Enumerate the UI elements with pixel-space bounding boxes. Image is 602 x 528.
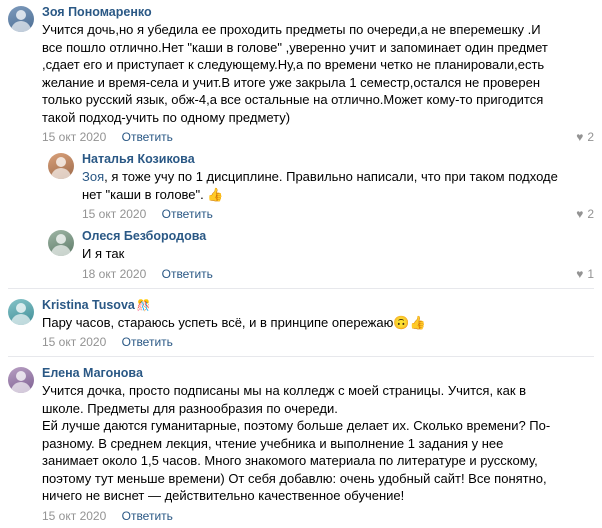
- comment-meta: [42, 509, 560, 524]
- comment-meta: [82, 207, 560, 222]
- reply-button[interactable]: Ответить: [161, 207, 213, 221]
- avatar[interactable]: [8, 367, 34, 393]
- heart-icon: ♥: [576, 207, 584, 221]
- comment-item: [8, 297, 594, 351]
- comment-item: [48, 151, 594, 222]
- comment-body: [82, 151, 594, 222]
- avatar-body-icon: [11, 21, 31, 32]
- comment-meta: [42, 130, 560, 145]
- like-count: 2: [587, 130, 594, 144]
- comment-item: [8, 365, 594, 524]
- avatar-head-icon: [16, 371, 26, 381]
- heart-icon: ♥: [576, 130, 584, 144]
- like-counter[interactable]: [576, 267, 594, 282]
- like-counter[interactable]: [576, 130, 594, 145]
- comment-date: 15 окт 2020: [42, 508, 107, 523]
- comment-body: [42, 297, 594, 351]
- comment-date: 15 окт 2020: [42, 130, 107, 144]
- like-counter[interactable]: [576, 207, 594, 222]
- comment-date: 15 окт 2020: [82, 207, 147, 221]
- comment-author[interactable]: Олеся Безбородова: [82, 229, 207, 243]
- comment-body: [42, 4, 594, 145]
- comment-author[interactable]: Зоя Пономаренко: [42, 5, 152, 19]
- avatar-body-icon: [51, 245, 71, 256]
- comment-text-body: , я тоже учу по 1 дисциплине. Правильно написали, что при таком подходе нет "каши в голове". 👍: [82, 169, 562, 202]
- avatar[interactable]: [48, 153, 74, 179]
- comment-text: [82, 168, 560, 203]
- like-count: 1: [587, 266, 594, 281]
- comment-text: Пару часов, стараюсь успеть всё, и в принципе опережаю🙃👍: [42, 314, 426, 330]
- comment-meta: [42, 335, 560, 350]
- avatar-body-icon: [11, 382, 31, 393]
- comment-text: Учится дочь,но я убедила ее проходить предметы по очереди,а не вперемешку .И все пошло отлично.Нет "каши в голове" ,уверенно учит и запоминает один предмет ,сдает его и приступает к следующему.Ну,а по времени четко не планировали,есть желание и время-села и учит.В итоге уже закрыла 1 семестр,остался не проверен только русский язык, обж-4,а все остальные на отлично.Может кому-то пригодится такой подход-учить по одному предмету): [42, 22, 552, 125]
- divider: [8, 356, 594, 357]
- avatar-head-icon: [16, 10, 26, 20]
- comment-date: 18 окт 2020: [82, 266, 147, 281]
- avatar-body-icon: [11, 314, 31, 325]
- avatar[interactable]: [8, 299, 34, 325]
- avatar-head-icon: [56, 234, 66, 244]
- comment-item: [48, 228, 594, 282]
- reply-button[interactable]: Ответить: [121, 508, 173, 523]
- divider: [8, 288, 594, 289]
- avatar-head-icon: [16, 303, 26, 313]
- reply-button[interactable]: Ответить: [121, 335, 173, 349]
- avatar-body-icon: [51, 168, 71, 179]
- avatar-head-icon: [56, 157, 66, 167]
- reply-button[interactable]: Ответить: [121, 130, 173, 144]
- comment-meta: [82, 267, 560, 282]
- comment-body: [42, 365, 594, 524]
- comment-author[interactable]: Kristina Tusova: [42, 297, 135, 312]
- comment-item: [8, 4, 594, 145]
- comment-mention[interactable]: Зоя: [82, 169, 105, 184]
- comment-author[interactable]: Наталья Козикова: [82, 152, 195, 166]
- like-count: 2: [587, 207, 594, 221]
- comment-text: И я так: [82, 246, 125, 261]
- avatar[interactable]: [48, 230, 74, 256]
- avatar[interactable]: [8, 6, 34, 32]
- heart-icon: ♥: [576, 266, 584, 281]
- author-badge-emoji: 🎊: [136, 299, 151, 312]
- reply-button[interactable]: Ответить: [161, 266, 213, 281]
- comment-text: Учится дочка, просто подписаны мы на колледж с моей страницы. Учится, как в школе. Предметы для разнообразия по очереди. Ей лучше даются гуманитарные, поэтому больше делает их. Сколько времени? По-разному. В среднем лекция, чтение учебника и выполнение 1 задания у нее занимает около 1,5 часов. Много знакомого материала по литературе и русскому, поэтому тут меньше времени) От себя добавлю: очень удобный сайт! Все понятно, ничего не виснет — действительно качественное обучение!: [42, 383, 551, 503]
- comment-author[interactable]: Елена Магонова: [42, 366, 143, 380]
- comment-body: [82, 228, 594, 282]
- comment-date: 15 окт 2020: [42, 335, 107, 349]
